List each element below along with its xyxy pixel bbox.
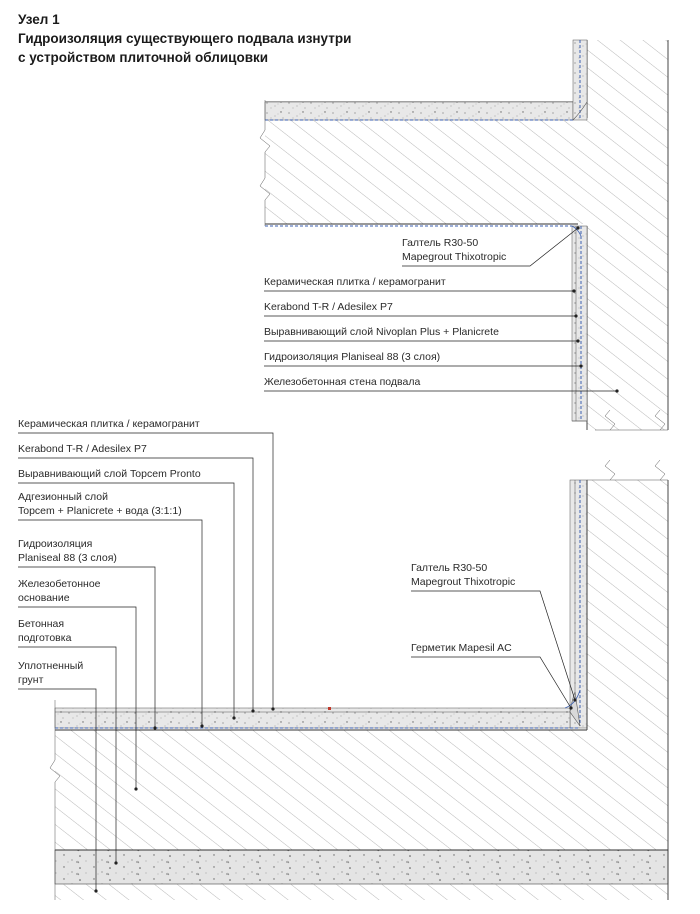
- callout-corner-sealant: [411, 642, 573, 710]
- callout-text: Гидроизоляция Planiseal 88 (3 слоя): [264, 351, 441, 363]
- callout-wall-tile: [264, 276, 576, 293]
- callout-text: Kerabond T-R / Adesilex P7: [18, 443, 147, 455]
- callout-text: Kerabond T-R / Adesilex P7: [264, 301, 393, 313]
- callout-wall-concrete: [264, 376, 619, 393]
- callout-text: Герметик Mapesil AC: [411, 642, 512, 654]
- callout-text: Выравнивающий слой Nivoplan Plus + Planicrete: [264, 326, 499, 338]
- corner-callouts: [411, 562, 577, 710]
- callout-wall-leveling: [264, 326, 580, 343]
- callout-text: Галтель R30-50: [411, 562, 488, 574]
- callout-text: Железобетонная стена подвала: [264, 376, 421, 388]
- callout-wall-waterproofing: [264, 351, 583, 368]
- callout-text: Mapegrout Thixotropic: [411, 576, 516, 588]
- callout-text: Керамическая плитка / керамогранит: [264, 276, 446, 288]
- callout-corner-fillet: [411, 562, 577, 702]
- callout-text: Керамическая плитка / керамогранит: [18, 418, 200, 430]
- callout-text: Галтель R30-50: [402, 237, 479, 249]
- title-line-1: Гидроизоляция существующего подвала изнутри: [18, 31, 352, 46]
- callout-text: грунт: [18, 674, 44, 686]
- callout-text: подготовка: [18, 632, 72, 644]
- callout-text: Адгезионный слой: [18, 491, 108, 503]
- callout-text: Выравнивающий слой Topcem Pronto: [18, 468, 201, 480]
- callout-text: основание: [18, 592, 70, 604]
- callout-wall-adhesive: [264, 301, 578, 318]
- callout-text: Гидроизоляция: [18, 538, 93, 550]
- callout-text: Mapegrout Thixotropic: [402, 251, 507, 263]
- node-number: Узел 1: [18, 12, 60, 27]
- upper-section: [260, 40, 668, 430]
- callout-text: Planiseal 88 (3 слоя): [18, 552, 117, 564]
- callout-text: Уплотненный: [18, 660, 84, 672]
- callout-wall-fillet: [402, 226, 580, 266]
- callout-floor-bonding: [18, 491, 204, 728]
- title-line-2: с устройством плиточной облицовки: [18, 50, 269, 65]
- callout-text: Железобетонное: [18, 578, 101, 590]
- callout-text: Бетонная: [18, 618, 65, 630]
- callout-text: Topcem + Planicrete + вода (3:1:1): [18, 505, 182, 517]
- lower-section: [50, 460, 668, 900]
- wall-callouts: [264, 226, 619, 392]
